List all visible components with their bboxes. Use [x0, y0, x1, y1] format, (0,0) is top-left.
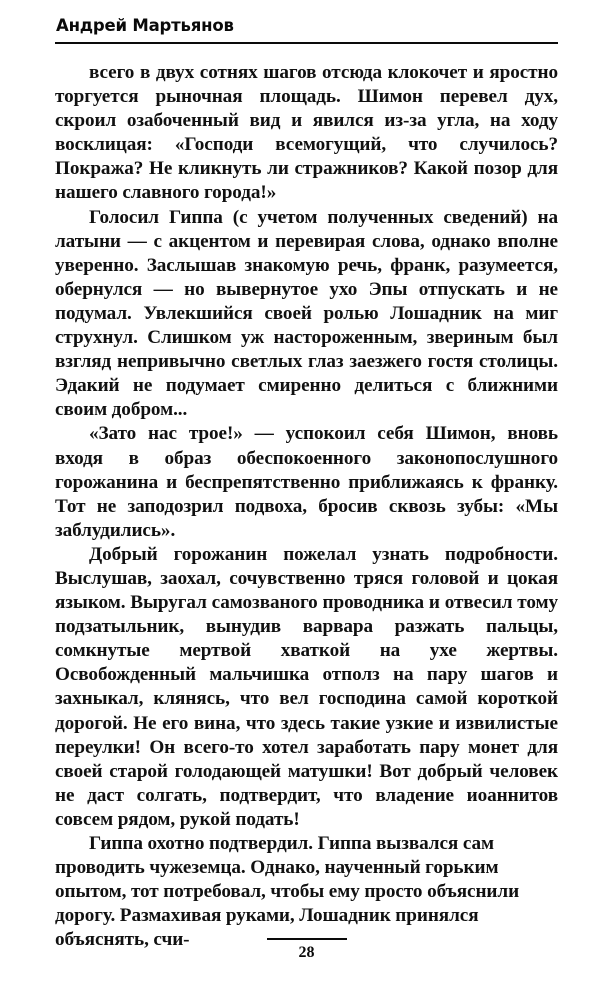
page-number: 28: [298, 944, 315, 961]
paragraph-1: всего в двух сотнях шагов отсюда клокочет и яростно торгуется рыночная площадь. Шимон перевел дух, скроил озабоченный вид и явился из-за угла, на ходу восклицая: «Господи всемогущий, что случилось? Покража? Не кликнуть ли стражников? Какой позор для нашего славного города!»: [55, 62, 558, 204]
header-divider-rule: [55, 42, 558, 44]
page-footer: [0, 938, 613, 962]
footer-divider-rule: [267, 938, 347, 940]
paragraph-2: Голосил Гиппа (с учетом полученных сведений) на латыни — с акцентом и перевирая слова, однако вполне уверенно. Заслышав знакомую речь, франк, разумеется, обернулся — но вывернутое ухо Эпы отпускать и не подумал. Увлекшийся своей ролью Лошадник на миг струхнул. Слишком уж настороженным, звериным был взгляд непривычно светлых глаз заезжего гостя столицы. Эдакий не подумает смиренно делиться с ближними своим добром...: [55, 206, 558, 421]
body-text-column: [55, 61, 558, 952]
paragraph-3: «Зато нас трое!» — успокоил себя Шимон, вновь входя в образ обеспокоенного законопослушного горожанина и беспрепятственно приближаясь к франку. Тот не заподозрил подвоха, бросив сквозь зубы: «Мы заблудились».: [55, 423, 558, 541]
paragraph-5: Гиппа охотно подтвердил. Гиппа вызвался сам проводить чужеземца. Однако, наученный горьким опытом, тот потребовал, чтобы ему просто объяснили дорогу. Размахивая руками, Лошадник принялся объяснять, счи-: [55, 833, 520, 951]
paragraph-4: Добрый горожанин пожелал узнать подробности. Выслушав, заохал, сочувственно тряся головой и цокая языком. Выругал самозваного проводника и отвесил тому подзатыльник, вынудив варвара разжать пальцы, сомкнутые мертвой хваткой на ухе жертвы. Освобожденный мальчишка отполз на пару шагов и захныкал, клянясь, что вел господина самой короткой дорогой. Не его вина, что здесь такие узкие и извилистые переулки! Он всего-то хотел заработать пару монет для своей старой голодающей матушки! Вот добрый человек не даст солгать, подтвердит, что владение иоаннитов совсем рядом, рукой подать!: [55, 543, 558, 830]
running-head-author: Андрей Мартьянов: [56, 16, 234, 35]
